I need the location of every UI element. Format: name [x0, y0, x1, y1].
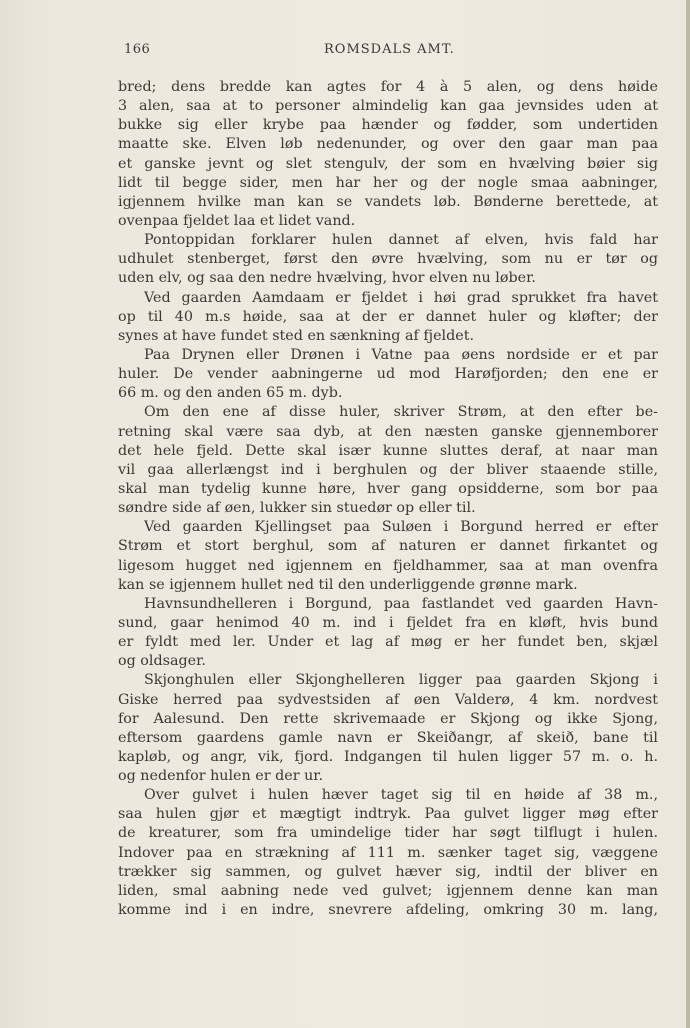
text-line: Over gulvet i hulen hæver taget sig til en høide af 38 m.,	[144, 787, 658, 804]
text-line: og nedenfor hulen er der ur.	[118, 768, 324, 785]
text-line: et ganske jevnt og slet stengulv, der som en hvælving bøier sig	[118, 155, 658, 172]
text-line: bukke sig eller krybe paa hænder og fødder, som undertiden	[118, 117, 658, 134]
text-line: 3 alen, saa at to personer almindelig kan gaa jevnsides uden at	[118, 98, 658, 115]
text-line: det hele fjeld. Dette skal især kunne sluttes deraf, at naar man	[118, 442, 658, 459]
text-line: Paa Drynen eller Drønen i Vatne paa øens nordside er et par	[144, 346, 658, 363]
text-line: Om den ene af disse huler, skriver Strøm, at den efter be-	[144, 404, 658, 421]
text-line: vil gaa allerlængst ind i berghulen og der bliver staaende stille,	[118, 461, 658, 478]
text-line: skal man tydelig kunne høre, hver gang opsidderne, som bor paa	[118, 480, 658, 497]
text-line: Ved gaarden Aamdaam er fjeldet i høi grad sprukket fra havet	[144, 289, 658, 306]
text-line: uden elv, og saa den nedre hvælving, hvor elven nu løber.	[118, 270, 536, 287]
text-line: huler. De vender aabningerne ud mod Harøfjorden; den ene er	[118, 366, 658, 383]
text-line: trækker sig sammen, og gulvet hæver sig, indtil der bliver en	[118, 863, 658, 880]
text-line: maatte ske. Elven løb nedenunder, og over den gaar man paa	[118, 136, 658, 153]
text-line: bred; dens bredde kan agtes for 4 à 5 alen, og dens høide	[118, 79, 658, 95]
text-line: liden, smal aabning nede ved gulvet; igjennem denne kan man	[118, 882, 658, 899]
body-text	[118, 78, 658, 920]
text-line: søndre side af øen, lukker sin stuedør op eller til.	[118, 500, 476, 517]
text-line: ligesom hugget ned igjennem en fjeldhammer, saa at man ovenfra	[118, 557, 658, 574]
text-line: 66 m. og den anden 65 m. dyb.	[118, 385, 343, 402]
text-line: er fyldt med ler. Under et lag af møg er her fundet ben, skjæl	[118, 634, 658, 651]
text-line: synes at have fundet sted en sænkning af fjeldet.	[118, 327, 475, 344]
text-line: Ved gaarden Kjellingset paa Suløen i Borgund herred er efter	[144, 519, 658, 536]
text-line: kan se igjennem hullet ned til den underliggende grønne mark.	[118, 576, 578, 593]
text-line: kapløb, og angr, vik, fjord. Indgangen til hulen ligger 57 m. o. h.	[118, 748, 658, 765]
text-line: Skjonghulen eller Skjonghelleren ligger paa gaarden Skjong i	[144, 672, 658, 689]
text-line: op til 40 m.s høide, saa at der er dannet huler og kløfter; der	[118, 308, 658, 325]
text-line: eftersom gaardens gamle navn er Skeiðangr, af skeið, bane til	[118, 729, 658, 746]
text-line: for Aalesund. Den rette skrivemaade er Skjong og ikke Sjong,	[118, 710, 658, 727]
text-line: saa hulen gjør et mægtigt indtryk. Paa gulvet ligger møg efter	[118, 806, 658, 823]
page-number: 166	[124, 42, 151, 57]
text-line: ovenpaa fjeldet laa et lidet vand.	[118, 212, 356, 229]
text-line: lidt til begge sider, men har her og der nogle smaa aabninger,	[118, 174, 658, 191]
text-line: Indover paa en strækning af 111 m. sænker taget sig, væggene	[118, 844, 658, 861]
text-line: Giske herred paa sydvestsiden af øen Valderø, 4 km. nordvest	[118, 691, 658, 708]
page-header	[124, 42, 657, 62]
text-line: og oldsager.	[118, 653, 206, 670]
running-head: ROMSDALS AMT.	[324, 42, 455, 57]
text-line: de kreaturer, som fra umindelige tider har søgt tilflugt i hulen.	[118, 825, 658, 842]
text-line: Pontoppidan forklarer hulen dannet af elven, hvis fald har	[144, 232, 658, 249]
text-line: Havnsundhelleren i Borgund, paa fastlandet ved gaarden Havn-	[144, 595, 658, 612]
text-line: Strøm et stort berghul, som af naturen er dannet firkantet og	[118, 538, 658, 555]
text-line: udhulet stenberget, først den øvre hvælving, som nu er tør og	[118, 251, 658, 268]
text-line: retning skal være saa dyb, at den næsten ganske gjennemborer	[118, 423, 658, 440]
text-line: igjennem hvilke man kan se vandets løb. Bønderne berettede, at	[118, 193, 658, 210]
page-edge	[686, 0, 690, 1028]
text-line: komme ind i en indre, snevrere afdeling, omkring 30 m. lang,	[118, 902, 658, 919]
text-line: sund, gaar henimod 40 m. ind i fjeldet fra en kløft, hvis bund	[118, 614, 658, 631]
